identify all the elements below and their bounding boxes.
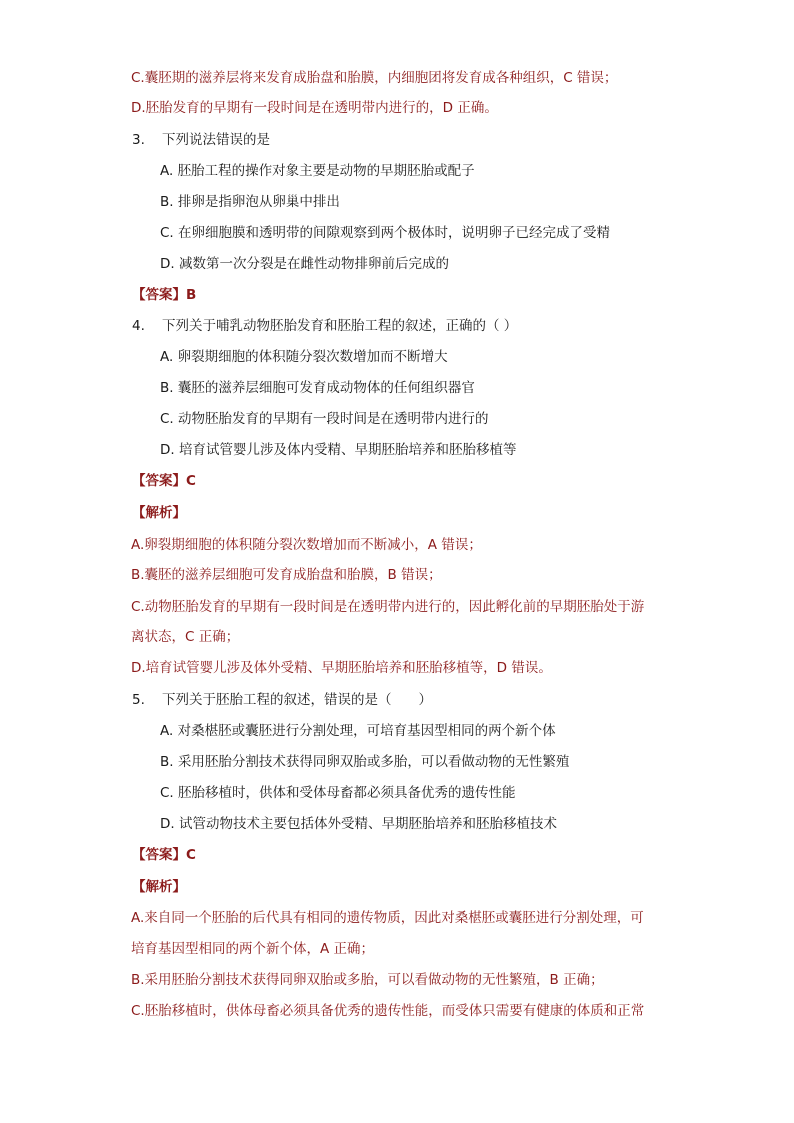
text-line: 培育基因型相同的两个新个体，A 正确；: [131, 941, 375, 957]
text-line: B. 囊胚的滋养层细胞可发育成动物体的任何组织器官: [160, 380, 475, 396]
text-line: C. 在卵细胞膜和透明带的间隙观察到两个极体时，说明卵子已经完成了受精: [160, 225, 611, 241]
text-line: D. 试管动物技术主要包括体外受精、早期胚胎培养和胚胎移植技术: [160, 816, 557, 832]
text-line: 4.: [132, 318, 145, 334]
text-line: 【答案】B: [132, 287, 197, 303]
text-line: 离状态，C 正确；: [131, 629, 240, 645]
text-line: C. 动物胚胎发育的早期有一段时间是在透明带内进行的: [160, 411, 489, 427]
text-line: A.卵裂期细胞的体积随分裂次数增加而不断减小，A 错误；: [131, 537, 482, 553]
text-line: D. 培育试管婴儿涉及体内受精、早期胚胎培养和胚胎移植等: [160, 442, 517, 458]
text-line: A. 卵裂期细胞的体积随分裂次数增加而不断增大: [160, 349, 448, 365]
text-line: B. 采用胚胎分割技术获得同卵双胎或多胎，可以看做动物的无性繁殖: [160, 754, 570, 770]
text-line: 【解析】: [132, 505, 186, 521]
text-line: C.动物胚胎发育的早期有一段时间是在透明带内进行的，因此孵化前的早期胚胎处于游: [131, 599, 645, 615]
text-line: B. 排卵是指卵泡从卵巢中排出: [160, 194, 340, 210]
text-line: A. 对桑椹胚或囊胚进行分割处理，可培育基因型相同的两个新个体: [160, 723, 556, 739]
text-line: A.来自同一个胚胎的后代具有相同的遗传物质，因此对桑椹胚或囊胚进行分割处理，可: [131, 910, 644, 926]
text-line: 下列关于哺乳动物胚胎发育和胚胎工程的叙述，正确的（ ）: [162, 318, 518, 334]
text-line: D.胚胎发育的早期有一段时间是在透明带内进行的，D 正确。: [131, 100, 498, 116]
text-line: A. 胚胎工程的操作对象主要是动物的早期胚胎或配子: [160, 163, 475, 179]
text-line: 【答案】C: [132, 473, 196, 489]
text-line: C.胚胎移植时，供体母畜必须具备优秀的遗传性能，而受体只需要有健康的体质和正常: [131, 1003, 645, 1019]
text-line: 下列说法错误的是: [162, 132, 270, 148]
text-line: C. 胚胎移植时，供体和受体母畜都必须具备优秀的遗传性能: [160, 785, 516, 801]
text-line: B.采用胚胎分割技术获得同卵双胎或多胎，可以看做动物的无性繁殖，B 正确；: [131, 972, 604, 988]
text-line: 5.: [132, 692, 145, 708]
text-line: 【解析】: [132, 879, 186, 895]
text-line: B.囊胚的滋养层细胞可发育成胎盘和胎膜，B 错误；: [131, 567, 442, 583]
text-line: D. 减数第一次分裂是在雌性动物排卵前后完成的: [160, 256, 449, 272]
text-line: D.培育试管婴儿涉及体外受精、早期胚胎培养和胚胎移植等，D 错误。: [131, 660, 552, 676]
text-line: C.囊胚期的滋养层将来发育成胎盘和胎膜，内细胞团将发育成各种组织，C 错误；: [131, 70, 618, 86]
text-line: 下列关于胚胎工程的叙述，错误的是（ ）: [162, 692, 432, 708]
text-line: 【答案】C: [132, 847, 196, 863]
text-line: 3.: [132, 132, 145, 148]
